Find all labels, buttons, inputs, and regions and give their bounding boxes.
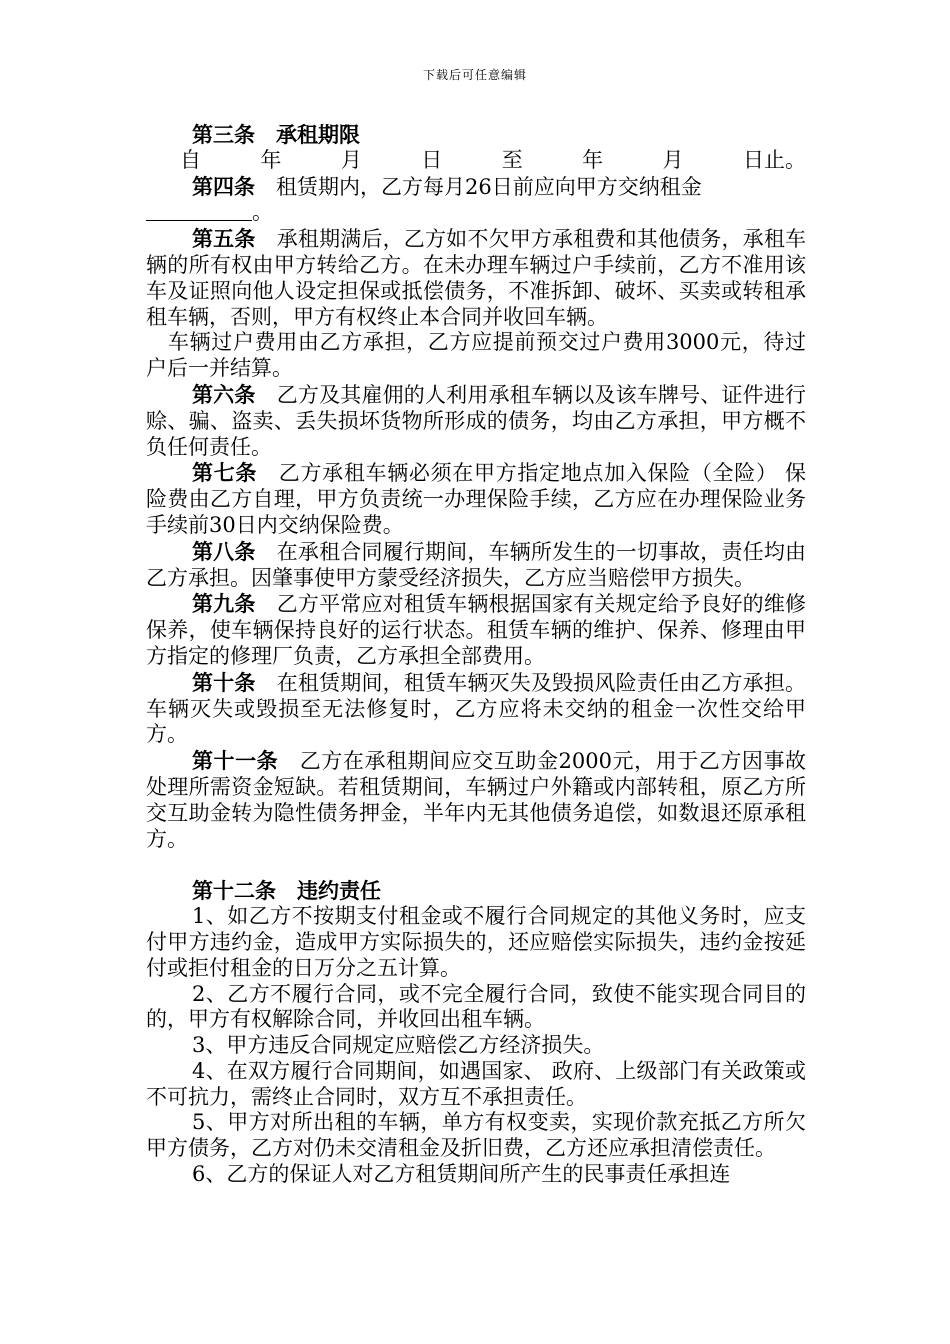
breach-clause-4: 4、在双方履行合同期间，如遇国家、 政府、上级部门有关政策或不可抗力，需终止合同时，双方互不承担责任。 — [146, 1058, 806, 1109]
article-label: 第十条 — [192, 669, 256, 695]
article-text: 承租期满后，乙方如不欠甲方承租费和其他债务，承租车辆的所有权由甲方转给乙方。在未办理车辆过户手续前，乙方不准用该车及证照向他人设定担保或抵偿债务，不准拆卸、破坏、买卖或转租承租车辆，否则，甲方有权终止本合同并收回车辆。 — [146, 227, 807, 329]
article-text: 在租赁期间，租赁车辆灭失及毁损风险责任由乙方承担。车辆灭失或毁损至无法修复时，乙方应将未交纳的租金一次性交给甲方。 — [146, 670, 807, 747]
article-8 — [146, 539, 806, 592]
article-label: 第四条 — [192, 173, 255, 199]
page-header: 下载后可任意编辑 — [422, 68, 527, 82]
article-text: 租赁期内，乙方每月26日前应向甲方交纳租金 — [255, 174, 702, 199]
date-word: 年 — [260, 147, 282, 172]
lease-period-date-row — [146, 148, 806, 174]
date-word: 日止。 — [742, 147, 806, 172]
article-text-tail: 。 — [252, 200, 273, 225]
section-gap — [146, 852, 806, 878]
breach-clause-1: 1、如乙方不按期支付租金或不履行合同规定的其他义务时，应支付甲方违约金，造成甲方实际损失的，还应赔偿实际损失，违约金按延付或拒付租金的日万分之五计算。 — [146, 904, 806, 980]
breach-clause-2: 2、乙方不履行合同，或不完全履行合同，致使不能实现合同目的的，甲方有权解除合同，并收回出租车辆。 — [146, 981, 806, 1032]
breach-clause-6: 6、乙方的保证人对乙方租赁期间所产生的民事责任承担连 — [192, 1162, 731, 1187]
date-word: 自 — [180, 147, 201, 172]
article-5 — [146, 226, 806, 330]
article-label: 第六条 — [192, 381, 256, 407]
article-label: 第五条 — [192, 226, 256, 252]
article-label: 第八条 — [192, 538, 256, 564]
article-3-heading: 第三条 承租期限 — [192, 122, 360, 147]
date-word: 年 — [582, 147, 604, 172]
date-word: 日 — [421, 147, 443, 172]
article-12-heading: 第十二条 违约责任 — [192, 878, 381, 904]
article-5-paragraph-2: 车辆过户费用由乙方承担，乙方应提前预交过户费用3000元，待过户后一并结算。 — [146, 330, 806, 381]
article-text: 乙方平常应对租赁车辆根据国家有关规定给予良好的维修保养，使车辆保持良好的运行状态。租赁车辆的维护、保养、修理由甲方指定的修理厂负责，乙方承担全部费用。 — [146, 592, 807, 668]
breach-clause-5: 5、甲方对所出租的车辆，单方有权变卖，实现价款充抵乙方所欠甲方债务，乙方对仍未交清租金及折旧费，乙方还应承担清偿责任。 — [146, 1110, 806, 1161]
article-10 — [146, 670, 806, 748]
article-label: 第九条 — [192, 591, 256, 617]
article-text: 乙方在承租期间应交互助金2000元，用于乙方因事故处理所需资金短缺。若租赁期间，车辆过户外籍或内部转租，原乙方所交互助金转为隐性债务押金，半年内无其他债务追偿，如数退还原承租方。 — [146, 749, 807, 851]
article-7 — [146, 460, 806, 538]
contract-body — [146, 122, 806, 1188]
rent-amount-blank — [146, 202, 252, 221]
article-label: 第七条 — [192, 460, 258, 486]
date-word: 月 — [340, 147, 362, 172]
article-text: 乙方及其雇佣的人利用承租车辆以及该车牌号、证件进行赊、骗、盗卖、丢失损坏货物所形成的债务，均由乙方承担，甲方概不负任何责任。 — [146, 382, 807, 459]
rent-amount-line — [146, 200, 806, 226]
article-4 — [146, 174, 806, 201]
date-word: 月 — [662, 147, 684, 172]
breach-clause-3: 3、甲方违反合同规定应赔偿乙方经济损失。 — [192, 1033, 605, 1058]
article-text: 乙方承租车辆必须在甲方指定地点加入保险（全险） 保险费由乙方自理，甲方负责统一办理保险手续，乙方应在办理保险业务手续前30日内交纳保险费。 — [146, 461, 806, 537]
article-9 — [146, 591, 806, 669]
article-6 — [146, 382, 806, 460]
article-label: 第十一条 — [192, 748, 279, 774]
article-11 — [146, 748, 806, 852]
date-word: 至 — [501, 147, 523, 172]
article-text: 在承租合同履行期间，车辆所发生的一切事故，责任均由乙方承担。因肇事使甲方蒙受经济损失，乙方应当赔偿甲方损失。 — [146, 539, 807, 590]
